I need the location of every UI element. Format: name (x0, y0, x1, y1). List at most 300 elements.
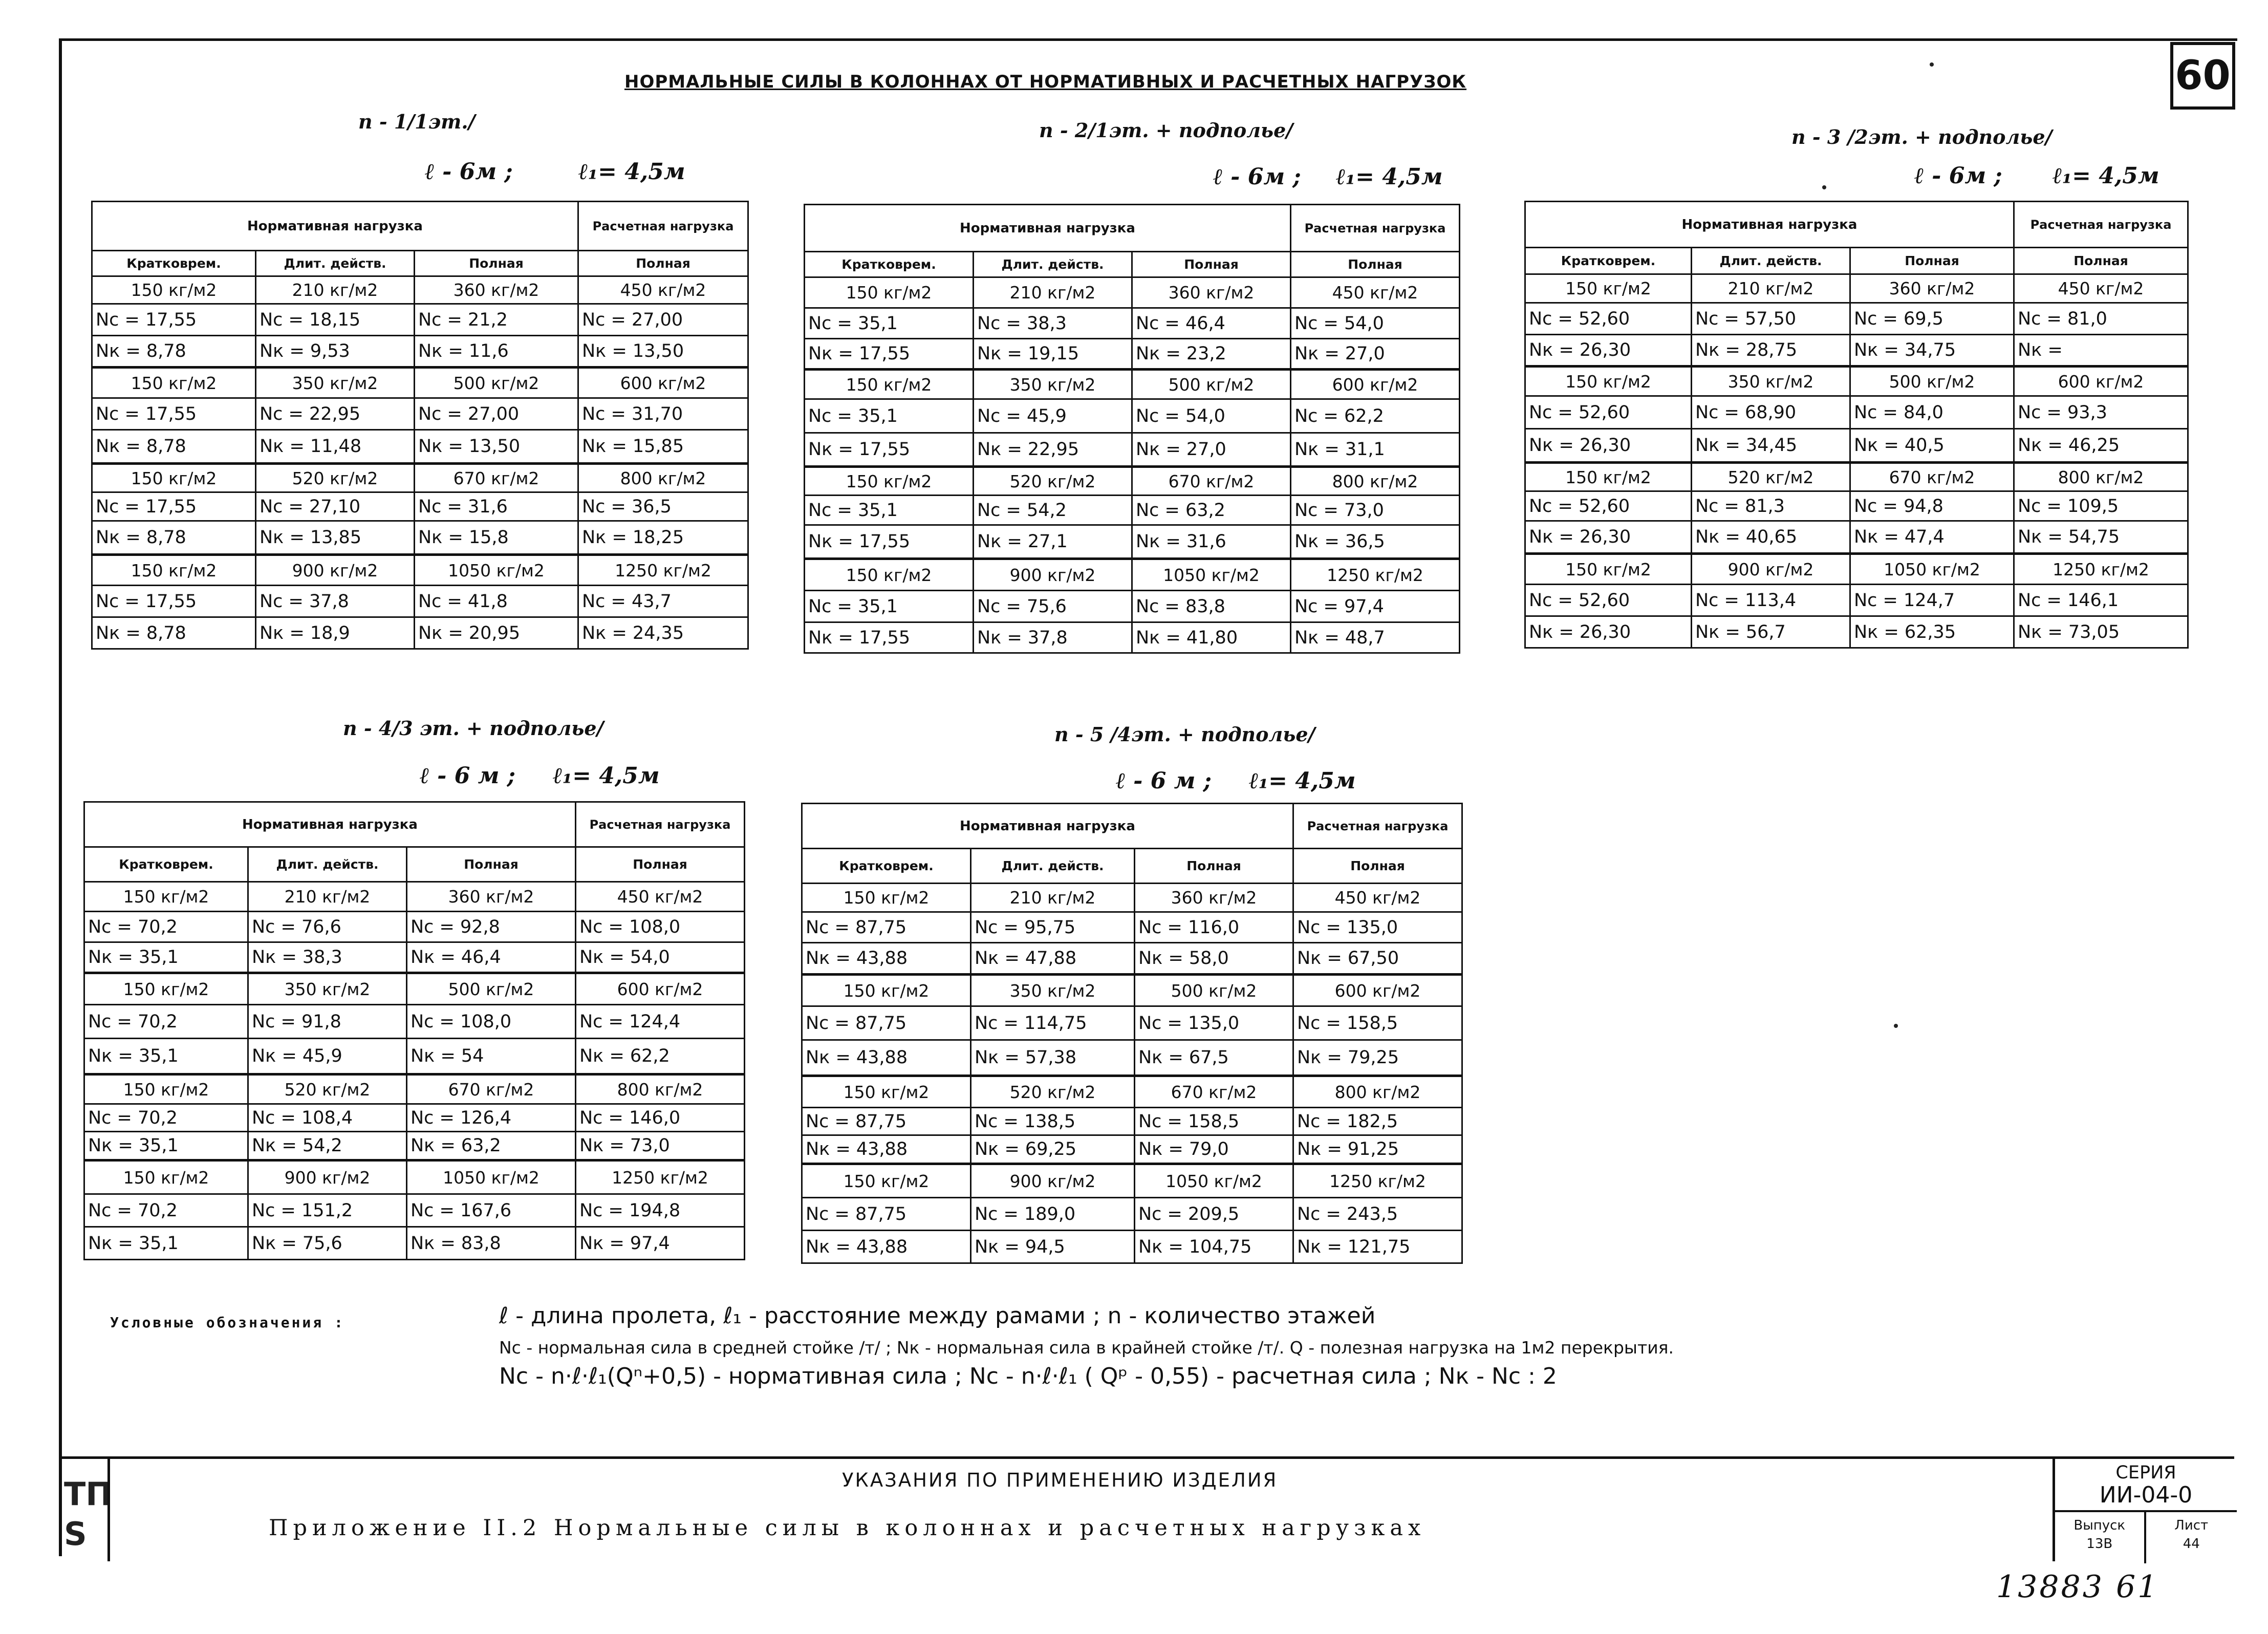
table-cell: Расчетная нагрузка (1291, 205, 1460, 252)
table-header-row (1525, 248, 2188, 274)
table-cell: Nк = 57,38 (971, 1040, 1135, 1076)
table-cell: Nк = 40,5 (1850, 429, 2014, 463)
table-cell: Nк = 35,1 (84, 1132, 248, 1160)
table-cell: Расчетная нагрузка (578, 202, 748, 251)
block4-span-label: ℓ - 6 м ; (420, 763, 516, 789)
table-cell: 800 кг/м2 (576, 1074, 745, 1104)
table-cell: 900 кг/м2 (971, 1164, 1135, 1198)
table-cell: Nс = 37,8 (256, 586, 415, 617)
table-row (802, 975, 1462, 1006)
table-cell: Nс = 243,5 (1293, 1198, 1462, 1231)
table-row (1525, 274, 2188, 303)
table-cell: 800 кг/м2 (578, 464, 748, 492)
table-cell: 150 кг/м2 (84, 973, 248, 1005)
load-table-3 (1524, 201, 2189, 649)
table-cell: 150 кг/м2 (802, 975, 971, 1006)
table-cell: Nк = 47,88 (971, 943, 1135, 975)
table-row (92, 398, 748, 430)
table-cell: 1250 кг/м2 (576, 1160, 745, 1194)
table-cell: Nк = 15,8 (415, 521, 578, 555)
table-cell: Nк = 8,78 (92, 617, 256, 649)
table-cell: Nс = 62,2 (1291, 399, 1460, 433)
table-cell: Нормативная нагрузка (84, 802, 576, 847)
table-cell: 350 кг/м2 (971, 975, 1135, 1006)
table-row (1525, 396, 2188, 429)
table-cell: Nс = 91,8 (248, 1005, 407, 1039)
block4-n-label: n - 4/3 эт. + подполье/ (343, 717, 604, 740)
table-cell: Nс = 31,70 (578, 398, 748, 430)
table-cell: Nк = 73,05 (2014, 616, 2188, 648)
table-cell: Nк = 19,15 (974, 339, 1132, 370)
sheet-value: 44 (2183, 1536, 2200, 1552)
table-cell: Nк = 48,7 (1291, 622, 1460, 653)
table-cell: 670 кг/м2 (407, 1074, 576, 1104)
load-table-4 (83, 801, 745, 1260)
table-cell: Nк = 36,5 (1291, 525, 1460, 559)
table-cell: 450 кг/м2 (1291, 277, 1460, 308)
table-cell: 670 кг/м2 (1132, 467, 1291, 496)
table-cell: Nс = 17,55 (92, 586, 256, 617)
table-cell: 1050 кг/м2 (407, 1160, 576, 1194)
table-row (92, 304, 748, 336)
series-info (2055, 1463, 2237, 1508)
table-cell: 1050 кг/м2 (1132, 559, 1291, 591)
table-cell: 600 кг/м2 (1291, 370, 1460, 399)
table-cell: Нормативная нагрузка (802, 804, 1293, 849)
table-cell: Nс = 21,2 (415, 304, 578, 336)
table-cell: 360 кг/м2 (1850, 274, 2014, 303)
table-cell: Nк = 62,2 (576, 1039, 745, 1074)
table-cell: Полная (1293, 849, 1462, 884)
table-cell: Nк = 43,88 (802, 1231, 971, 1263)
table-cell: Nк = 67,50 (1293, 943, 1462, 975)
table-row (84, 1132, 745, 1160)
table-cell: Nк = 79,0 (1135, 1135, 1293, 1164)
table-cell: 800 кг/м2 (2014, 463, 2188, 491)
table-cell: Длит. действ. (1692, 248, 1850, 274)
table-cell: Nк = 94,5 (971, 1231, 1135, 1263)
load-table-1 (91, 201, 749, 650)
table-cell: Nс = 87,75 (802, 1108, 971, 1135)
table-row (802, 912, 1462, 943)
table-cell: Nк = 69,25 (971, 1135, 1135, 1164)
table-cell: 350 кг/м2 (256, 368, 415, 398)
table-cell: Nс = 124,7 (1850, 585, 2014, 616)
table-row (802, 1108, 1462, 1135)
table-cell: Кратковрем. (92, 251, 256, 276)
table-cell: 520 кг/м2 (974, 467, 1132, 496)
table-cell: Nк = 37,8 (974, 622, 1132, 653)
sheet-label: Лист (2174, 1518, 2209, 1533)
table-cell: Nс = 167,6 (407, 1194, 576, 1227)
table-row (805, 591, 1460, 622)
table-cell: 150 кг/м2 (92, 555, 256, 586)
table-cell: Nс = 70,2 (84, 1005, 248, 1039)
table-cell: 1250 кг/м2 (2014, 554, 2188, 585)
block3-span-label: ℓ - 6м ; (1914, 163, 2002, 189)
table-cell: 210 кг/м2 (974, 277, 1132, 308)
table-cell: 670 кг/м2 (415, 464, 578, 492)
table-row (84, 912, 745, 942)
sheet-number: 60 (2170, 42, 2235, 110)
table-row (92, 276, 748, 304)
table-cell: Nс = 94,8 (1850, 491, 2014, 521)
table-cell: Расчетная нагрузка (576, 802, 745, 847)
table-row (1525, 429, 2188, 463)
table-row (1525, 491, 2188, 521)
table-row (805, 277, 1460, 308)
table-cell: Nс = 35,1 (805, 496, 974, 525)
legend-line-2: Nс - нормальная сила в средней стойке /т/ ; Nк - нормальная сила в крайней стойке /т/. Q - полезная нагрузка на 1м2 перекрытия. (499, 1338, 1674, 1358)
table-cell: Nк = 91,25 (1293, 1135, 1462, 1164)
table-cell: 520 кг/м2 (256, 464, 415, 492)
table-row (802, 943, 1462, 975)
table-cell: Nс = 135,0 (1293, 912, 1462, 943)
table-cell: 360 кг/м2 (407, 882, 576, 912)
table-cell: Nк = 8,78 (92, 521, 256, 555)
table-cell: Nк = 9,53 (256, 336, 415, 368)
table-cell: Nк = 35,1 (84, 1039, 248, 1074)
table-cell: Nс = 52,60 (1525, 585, 1692, 616)
table-cell: Nк = 54,0 (576, 942, 745, 973)
table-cell: Полная (2014, 248, 2188, 274)
table-cell: Nк = 47,4 (1850, 521, 2014, 554)
table-cell: Nс = 52,60 (1525, 396, 1692, 429)
table-cell: Nс = 135,0 (1135, 1006, 1293, 1040)
table-cell: Nс = 83,8 (1132, 591, 1291, 622)
table-cell: Nс = 114,75 (971, 1006, 1135, 1040)
title-block-divider (107, 1459, 110, 1561)
table-header-row (802, 804, 1462, 849)
table-row (1525, 554, 2188, 585)
table-cell: Nк = 28,75 (1692, 335, 1850, 367)
table-row (84, 1104, 745, 1132)
table-cell: Nс = 54,0 (1291, 308, 1460, 339)
table-cell: Nк = 56,7 (1692, 616, 1850, 648)
table-cell: Полная (415, 251, 578, 276)
table-cell: Nк = 104,75 (1135, 1231, 1293, 1263)
table-cell: Nс = 18,15 (256, 304, 415, 336)
block5-bay-label: ℓ₁= 4,5м (1249, 768, 1356, 794)
table-cell: Nс = 81,3 (1692, 491, 1850, 521)
table-cell: Nк = 34,75 (1850, 335, 2014, 367)
table-header-row (802, 849, 1462, 884)
table-row (805, 370, 1460, 399)
table-cell: 520 кг/м2 (248, 1074, 407, 1104)
table-cell: 500 кг/м2 (407, 973, 576, 1005)
table-cell: 150 кг/м2 (805, 370, 974, 399)
table-cell: Nс = 35,1 (805, 308, 974, 339)
table-cell: Nк = 54,2 (248, 1132, 407, 1160)
table-cell: 450 кг/м2 (576, 882, 745, 912)
table-cell: 450 кг/м2 (2014, 274, 2188, 303)
table-row (1525, 303, 2188, 335)
table-cell: Nк = 83,8 (407, 1227, 576, 1260)
block2-n-label: n - 2/1эт. + подполье/ (1039, 119, 1293, 142)
table-row (92, 617, 748, 649)
table-row (92, 586, 748, 617)
table-cell: 500 кг/м2 (415, 368, 578, 398)
table-cell: 150 кг/м2 (84, 882, 248, 912)
table-cell: Nк = 18,25 (578, 521, 748, 555)
table-cell: 360 кг/м2 (1132, 277, 1291, 308)
table-cell: Nк = 38,3 (248, 942, 407, 973)
table-row (802, 1040, 1462, 1076)
table-cell: Nк = 17,55 (805, 433, 974, 467)
table-cell: Nс = 27,10 (256, 492, 415, 521)
table-row (92, 492, 748, 521)
table-cell: Nс = 158,5 (1135, 1108, 1293, 1135)
table-cell: Nк = 121,75 (1293, 1231, 1462, 1263)
table-cell: Nс = 92,8 (407, 912, 576, 942)
table-cell: Nс = 75,6 (974, 591, 1132, 622)
issue-label: Выпуск (2073, 1518, 2126, 1533)
table-cell: 450 кг/м2 (1293, 884, 1462, 912)
table-cell: Nк = 11,48 (256, 430, 415, 464)
block1-n-label: n - 1/1эт./ (358, 110, 476, 133)
table-row (92, 464, 748, 492)
table-cell: 600 кг/м2 (576, 973, 745, 1005)
table-header-row (1525, 202, 2188, 248)
table-row (84, 942, 745, 973)
table-header-row (84, 802, 745, 847)
table-cell: Nс = 52,60 (1525, 303, 1692, 335)
legend (110, 1303, 2106, 1400)
table-cell: Nк = 54,75 (2014, 521, 2188, 554)
table-cell: Nк = 73,0 (576, 1132, 745, 1160)
table-cell: Nс = 52,60 (1525, 491, 1692, 521)
series-value: ИИ-04-0 (2099, 1482, 2193, 1508)
table-cell: Nк = 34,45 (1692, 429, 1850, 463)
table-cell: Nс = 126,4 (407, 1104, 576, 1132)
table-cell: Nк = 8,78 (92, 430, 256, 464)
table-cell: Nк = 11,6 (415, 336, 578, 368)
table-cell: 670 кг/м2 (1850, 463, 2014, 491)
table-cell: 150 кг/м2 (802, 884, 971, 912)
scan-speck (1822, 185, 1826, 189)
block1-bay-label: ℓ₁= 4,5м (578, 159, 685, 185)
table-row (802, 1135, 1462, 1164)
table-cell: Nк = 43,88 (802, 943, 971, 975)
table-cell: Nк = 26,30 (1525, 521, 1692, 554)
table-cell: 350 кг/м2 (974, 370, 1132, 399)
table-cell: 1250 кг/м2 (1291, 559, 1460, 591)
block5-n-label: n - 5 /4эт. + подполье/ (1054, 723, 1315, 746)
table-cell: 500 кг/м2 (1135, 975, 1293, 1006)
table-row (802, 884, 1462, 912)
series-box (2053, 1459, 2237, 1561)
table-cell: Nс = 35,1 (805, 399, 974, 433)
stamp-mark: ТП S (64, 1475, 113, 1553)
table-cell: Nс = 57,50 (1692, 303, 1850, 335)
table-cell: Nс = 97,4 (1291, 591, 1460, 622)
block1-span-label: ℓ - 6м ; (425, 159, 513, 185)
table-cell: Нормативная нагрузка (92, 202, 578, 251)
table-cell: Nс = 68,90 (1692, 396, 1850, 429)
table-header-row (92, 202, 748, 251)
table-row (92, 336, 748, 368)
table-cell: Nс = 70,2 (84, 1194, 248, 1227)
table-cell: Nс = 35,1 (805, 591, 974, 622)
table-row (84, 882, 745, 912)
table-cell: Nс = 22,95 (256, 398, 415, 430)
table-cell: 900 кг/м2 (256, 555, 415, 586)
table-cell: Nс = 70,2 (84, 1104, 248, 1132)
table-cell: Полная (1850, 248, 2014, 274)
table-cell: Nк = 46,25 (2014, 429, 2188, 463)
table-cell: Nс = 70,2 (84, 912, 248, 942)
table-cell: Nк = 8,78 (92, 336, 256, 368)
table-row (802, 1076, 1462, 1108)
table-cell: Nс = 158,5 (1293, 1006, 1462, 1040)
table-cell: Nк = 54 (407, 1039, 576, 1074)
table-cell: Nс = 87,75 (802, 1006, 971, 1040)
table-cell: 150 кг/м2 (1525, 463, 1692, 491)
table-row (805, 308, 1460, 339)
table-cell: Nс = 146,0 (576, 1104, 745, 1132)
table-cell: Nк = 58,0 (1135, 943, 1293, 975)
table-cell: 210 кг/м2 (1692, 274, 1850, 303)
table-cell: 210 кг/м2 (248, 882, 407, 912)
table-cell: Nс = 138,5 (971, 1108, 1135, 1135)
table-cell: Nк = 24,35 (578, 617, 748, 649)
table-cell: Nс = 36,5 (578, 492, 748, 521)
table-row (805, 496, 1460, 525)
block5-span-label: ℓ - 6 м ; (1116, 768, 1212, 794)
legend-line-1: ℓ - длина пролета, ℓ₁ - расстояние между рамами ; n - количество этажей (499, 1303, 1376, 1329)
table-cell: Nс = 108,0 (576, 912, 745, 942)
scan-speck (1894, 1024, 1898, 1028)
load-table-5 (801, 803, 1463, 1264)
table-cell: Nк = 27,1 (974, 525, 1132, 559)
table-cell: Полная (1132, 252, 1291, 277)
table-cell: Nс = 109,5 (2014, 491, 2188, 521)
table-cell: Nк = 43,88 (802, 1040, 971, 1076)
table-cell: Nс = 146,1 (2014, 585, 2188, 616)
table-cell: Nк = 31,1 (1291, 433, 1460, 467)
table-cell: Nс = 108,0 (407, 1005, 576, 1039)
table-cell: 150 кг/м2 (84, 1160, 248, 1194)
table-cell: 800 кг/м2 (1291, 467, 1460, 496)
table-cell: 350 кг/м2 (1692, 367, 1850, 396)
table-cell: Nк = 62,35 (1850, 616, 2014, 648)
table-row (84, 1005, 745, 1039)
table-cell: Нормативная нагрузка (805, 205, 1291, 252)
table-cell: Nк = 17,55 (805, 525, 974, 559)
table-cell: Nк = 97,4 (576, 1227, 745, 1260)
table-header-row (805, 205, 1460, 252)
table-cell: Полная (407, 847, 576, 882)
table-cell: Nс = 113,4 (1692, 585, 1850, 616)
table-cell: Nс = 63,2 (1132, 496, 1291, 525)
table-cell: Nс = 17,55 (92, 398, 256, 430)
table-row (802, 1231, 1462, 1263)
table-row (805, 399, 1460, 433)
table-cell: Nс = 46,4 (1132, 308, 1291, 339)
table-cell: 1050 кг/м2 (1135, 1164, 1293, 1198)
legend-heading: Условные обозначения : (110, 1314, 345, 1331)
table-cell: Nс = 76,6 (248, 912, 407, 942)
table-cell: Nк = 35,1 (84, 1227, 248, 1260)
table-row (1525, 585, 2188, 616)
table-row (1525, 335, 2188, 367)
table-row (802, 1164, 1462, 1198)
table-row (805, 339, 1460, 370)
table-cell: Nк = 20,95 (415, 617, 578, 649)
table-cell: 900 кг/м2 (1692, 554, 1850, 585)
table-cell: Nк = 41,80 (1132, 622, 1291, 653)
table-cell: Nк = 15,85 (578, 430, 748, 464)
table-cell: Полная (1291, 252, 1460, 277)
table-cell: 900 кг/м2 (974, 559, 1132, 591)
table-cell: Nс = 189,0 (971, 1198, 1135, 1231)
table-cell: 360 кг/м2 (1135, 884, 1293, 912)
table-cell: 150 кг/м2 (84, 1074, 248, 1104)
table-cell: Nк = 17,55 (805, 339, 974, 370)
table-cell: Nк = 18,9 (256, 617, 415, 649)
table-cell: Нормативная нагрузка (1525, 202, 2014, 248)
table-cell: Nс = 151,2 (248, 1194, 407, 1227)
table-cell: 150 кг/м2 (92, 368, 256, 398)
legend-line-3: Nс - n·ℓ·ℓ₁(Qⁿ+0,5) - нормативная сила ; Nс - n·ℓ·ℓ₁ ( Qᵖ - 0,55) - расчетная сила ; Nк - Nс : 2 (499, 1363, 1557, 1389)
table-cell: Nк = 79,25 (1293, 1040, 1462, 1076)
table-row (805, 559, 1460, 591)
block3-bay-label: ℓ₁= 4,5м (2053, 163, 2159, 189)
table-cell: Nс = 194,8 (576, 1194, 745, 1227)
title-block (59, 1456, 2234, 1561)
table-row (92, 555, 748, 586)
series-label: СЕРИЯ (2115, 1463, 2176, 1483)
table-cell: Nс = 41,8 (415, 586, 578, 617)
table-cell: 150 кг/м2 (1525, 367, 1692, 396)
issue-value: 13В (2086, 1536, 2113, 1552)
table-row (1525, 463, 2188, 491)
table-cell: Nс = 93,3 (2014, 396, 2188, 429)
table-row (92, 368, 748, 398)
table-cell: Nк = 27,0 (1291, 339, 1460, 370)
table-cell: Nс = 209,5 (1135, 1198, 1293, 1231)
table-cell: 150 кг/м2 (802, 1076, 971, 1108)
table-cell: 500 кг/м2 (1850, 367, 2014, 396)
table-cell: Кратковрем. (1525, 248, 1692, 274)
table-cell: Nс = 31,6 (415, 492, 578, 521)
table-cell: Nк = 23,2 (1132, 339, 1291, 370)
table-cell: 520 кг/м2 (1692, 463, 1850, 491)
table-cell: 150 кг/м2 (1525, 274, 1692, 303)
table-row (805, 622, 1460, 653)
load-table-2 (804, 204, 1460, 654)
table-cell: Nс = 27,00 (578, 304, 748, 336)
table-cell: Расчетная нагрузка (2014, 202, 2188, 248)
table-row (1525, 616, 2188, 648)
table-cell: Nк = 35,1 (84, 942, 248, 973)
table-cell: Nк = 26,30 (1525, 335, 1692, 367)
block2-span-label: ℓ - 6м ; (1213, 164, 1301, 190)
table-cell: Nк = (2014, 335, 2188, 367)
table-cell: Nс = 81,0 (2014, 303, 2188, 335)
issue-sheet-row (2055, 1510, 2237, 1563)
table-cell: Nс = 43,7 (578, 586, 748, 617)
table-cell: Nс = 54,0 (1132, 399, 1291, 433)
table-cell: Nс = 27,00 (415, 398, 578, 430)
table-header-row (805, 252, 1460, 277)
table-cell: Nк = 75,6 (248, 1227, 407, 1260)
table-cell: 1250 кг/м2 (578, 555, 748, 586)
page-title: НОРМАЛЬНЫЕ СИЛЫ В КОЛОННАХ ОТ НОРМАТИВНЫХ И РАСЧЕТНЫХ НАГРУЗОК (624, 72, 1467, 92)
table-cell: Nк = 43,88 (802, 1135, 971, 1164)
table-cell: Кратковрем. (805, 252, 974, 277)
table-cell: Nк = 13,50 (415, 430, 578, 464)
